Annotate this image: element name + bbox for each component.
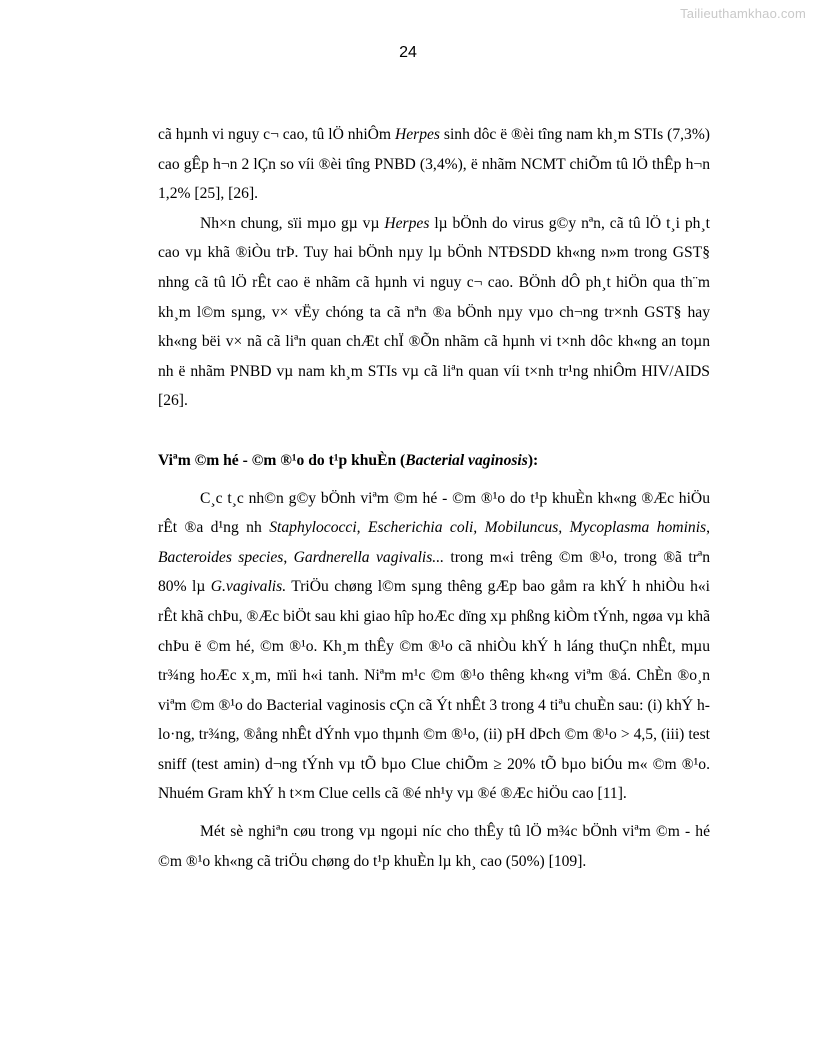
paragraph-pathogens: C¸c t¸c nh©n g©y bÖnh viªm ©m hé - ©m ®¹o do t¹p khuÈn kh«ng ®Æc hiÖu rÊt ®a d¹ng nh Staphylococci, Escherichia coli, Mobiluncus, Mycoplasma hominis, Bacteroides species, Gardnerella vagivalis... trong m«i trêng ©m ®¹o, trong ®ã trªn 80% lµ G.vagivalis. TriÖu chøng l©m sµng thêng gÆp bao gåm ra khÝ h nhiÒu h«i rÊt khã chÞu, ®Æc biÖt sau khi giao hîp hoÆc dïng xµ phßng kiÒm tÝnh, ngøa vµ khã chÞu ë ©m hé, ©m ®¹o. Kh¸m thÊy ©m ®¹o cã nhiÒu khÝ h láng thuÇn nhÊt, mµu tr¾ng hoÆc x¸m, mïi h«i tanh. Niªm m¹c ©m ®¹o thêng kh«ng viªm ®á. ChÈn ®o¸n viªm ©m ®¹o do Bacterial vaginosis cÇn cã Ýt nhÊt 3 trong 4 tiªu chuÈn sau: (i) khÝ h lo·ng, tr¾ng, ®ång nhÊt dÝnh vµo thµnh ©m ®¹o, (ii) pH dÞch ©m ®¹o > 4,5, (iii) test sniff (test amin) d¬ng tÝnh vµ tÕ bµo Clue chiÕm ≥ 20% tÕ bµo biÓu m« ©m ®¹o. Nhuém Gram khÝ h t×m Clue cells cã ®é nh¹y vµ ®é ®Æc hiÖu cao [11]. bbox=[158, 489, 711, 803]
paragraph-studies: Mét sè nghiªn cøu trong vµ ngoµi níc cho thÊy tû lÖ m¾c bÖnh viªm ©m - hé ©m ®¹o kh«ng cã triÖu chøng do t¹p khuÈn lµ kh¸ cao (50%) [109]. bbox=[158, 823, 710, 870]
section-heading: Viªm ©m hé - ©m ®¹o do t¹p khuÈn (Bacterial vaginosis): bbox=[158, 451, 539, 469]
page-number: 24 bbox=[399, 44, 417, 61]
paragraph-herpes-stats: cã hµnh vi nguy c¬ cao, tû lÖ nhiÔm Herpes sinh dôc ë ®èi tîng nam kh¸m STIs (7,3%) cao gÊp h¬n 2 lÇn so víi ®èi tîng PNBD (3,4%), ë nhãm NCMT chiÕm tû lÖ thÊp h¬n 1,2% [25], [26]. bbox=[158, 126, 710, 203]
document-body bbox=[158, 120, 710, 876]
paragraph-summary: Nh×n chung, sïi mµo gµ vµ Herpes lµ bÖnh do virus g©y nªn, cã tû lÖ t¸i ph¸t cao vµ khã ®iÒu trÞ. Tuy hai bÖnh nµy lµ bÖnh NTĐSDD kh«ng n»m trong GST§ nhng cã tû lÖ rÊt cao ë nhãm cã hµnh vi nguy c¬ cao. BÖnh dÔ ph¸t hiÖn qua th¨m kh¸m l©m sµng, v× vËy chóng ta cã nªn ®a bÖnh nµy vµo ch¬ng tr×nh GST§ hay kh«ng bëi v× nã cã liªn quan chÆt chÏ ®Õn nhãm cã hµnh vi t×nh dôc kh«ng an toµn nh ë nhãm PNBD vµ nam kh¸m STIs vµ cã liªn quan víi t×nh tr¹ng nhiÔm HIV/AIDS [26]. bbox=[158, 214, 710, 410]
watermark: Tailieuthamkhao.com bbox=[680, 6, 806, 21]
